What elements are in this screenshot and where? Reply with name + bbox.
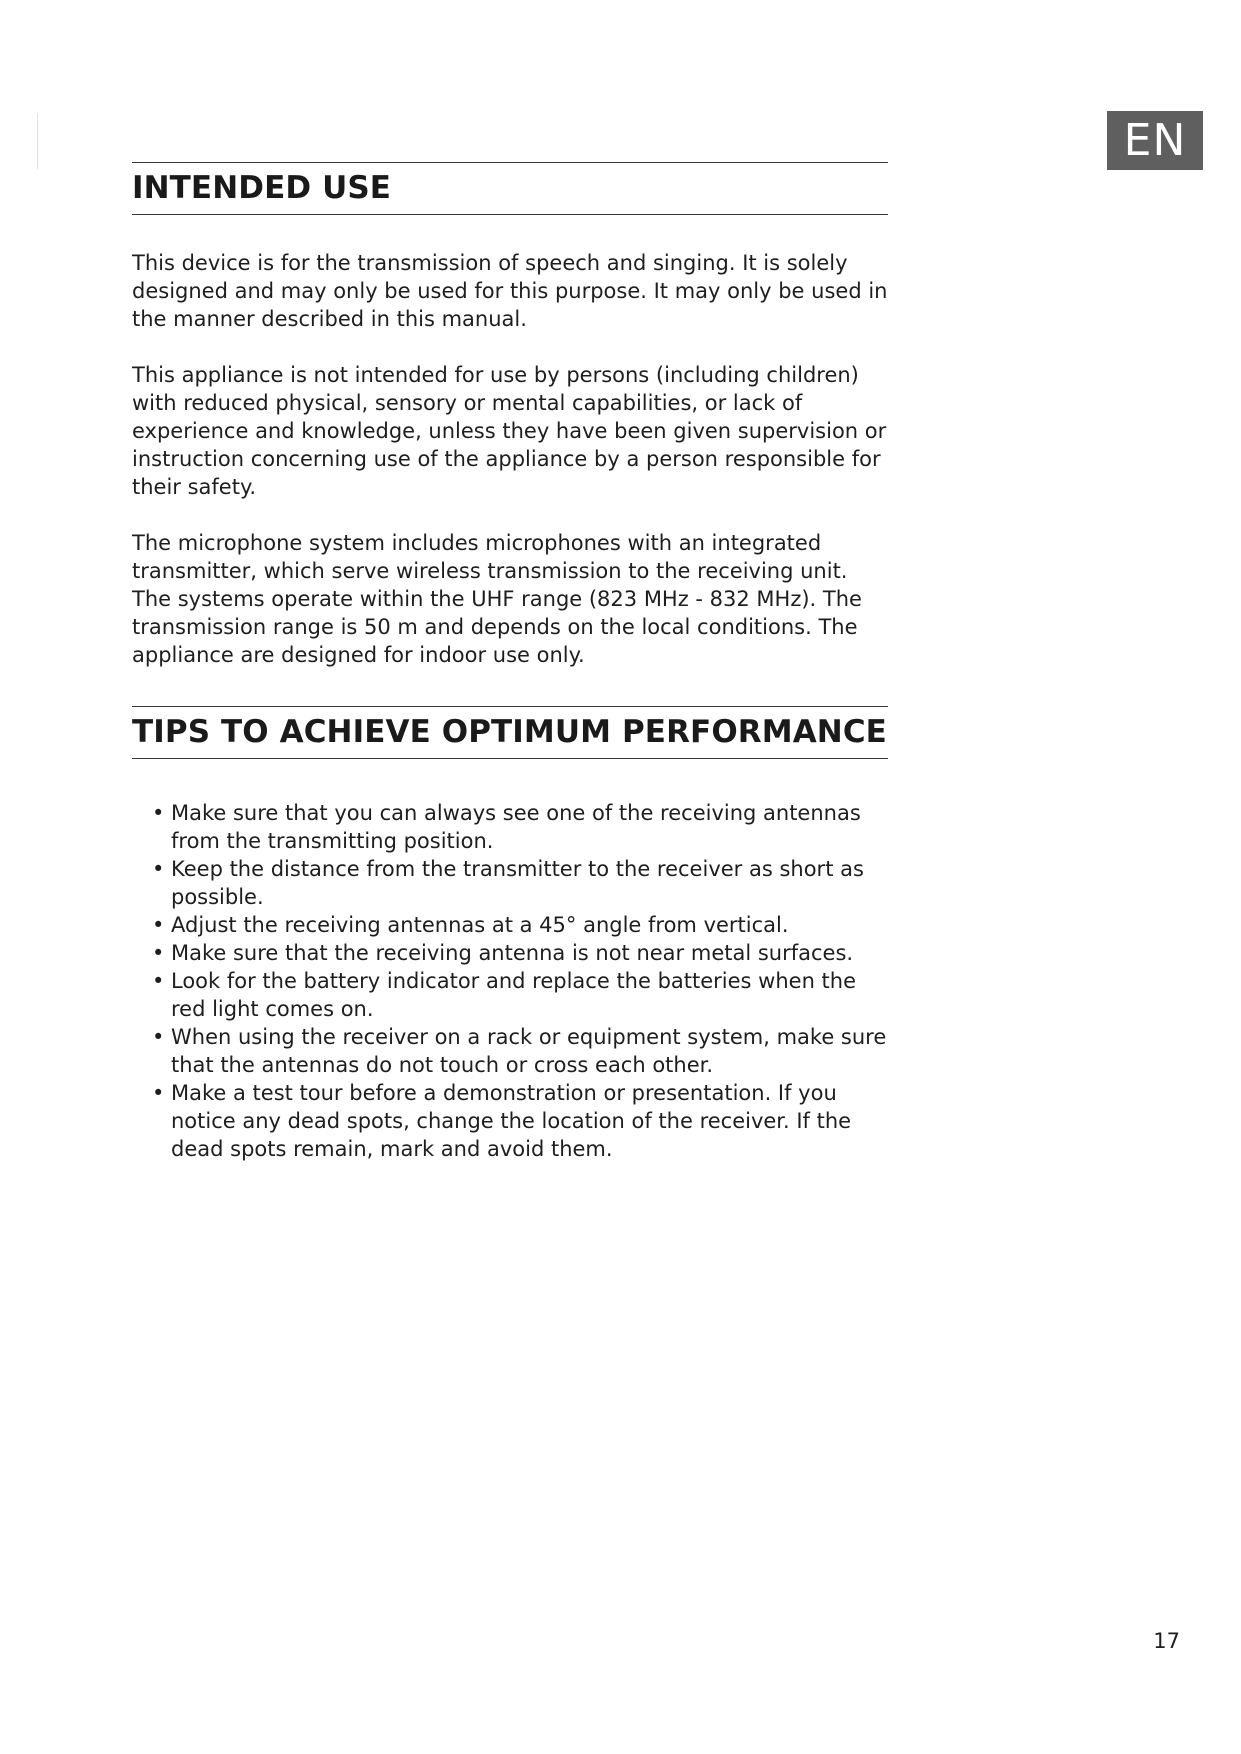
bullet-icon: • — [152, 1025, 165, 1049]
bullet-icon: • — [152, 801, 165, 825]
page-edge-mark — [37, 113, 38, 169]
page-number: 17 — [1153, 1629, 1180, 1653]
list-item — [132, 911, 888, 939]
tip-text: Make sure that you can always see one of the receiving antennas from the transmitting position. — [171, 801, 861, 853]
main-content — [132, 162, 888, 1163]
tip-text: Keep the distance from the transmitter to the receiver as short as possible. — [171, 857, 864, 909]
list-item — [132, 939, 888, 967]
bullet-icon: • — [152, 857, 165, 881]
list-item — [132, 967, 888, 1023]
list-item — [132, 799, 888, 855]
bullet-icon: • — [152, 941, 165, 965]
list-item — [132, 1079, 888, 1163]
language-tab: EN — [1107, 111, 1203, 170]
section-title-intended-use: INTENDED USE — [132, 162, 888, 215]
bullet-icon: • — [152, 1081, 165, 1105]
tips-list — [132, 799, 888, 1163]
intended-use-paragraph-1: This device is for the transmission of speech and singing. It is solely designed and may only be used for this purpose. It may only be used in the manner described in this manual. — [132, 251, 888, 331]
tip-text: Adjust the receiving antennas at a 45° angle from vertical. — [171, 913, 789, 937]
bullet-icon: • — [152, 969, 165, 993]
bullet-icon: • — [152, 913, 165, 937]
tip-text: When using the receiver on a rack or equipment system, make sure that the antennas do not touch or cross each other. — [171, 1025, 887, 1077]
tip-text: Look for the battery indicator and replace the batteries when the red light comes on. — [171, 969, 857, 1021]
section-title-tips: TIPS TO ACHIEVE OPTIMUM PERFORMANCE — [132, 706, 888, 759]
list-item — [132, 1023, 888, 1079]
tip-text: Make a test tour before a demonstration or presentation. If you notice any dead spots, change the location of the receiver. If the dead spots remain, mark and avoid them. — [171, 1081, 852, 1161]
intended-use-paragraph-3: The microphone system includes microphones with an integrated transmitter, which serve wireless transmission to the receiving unit. The systems operate within the UHF range (823 MHz - 832 MHz). The transmission range is 50 m and depends on the local conditions. The appliance are designed for indoor use only. — [132, 531, 862, 667]
list-item — [132, 855, 888, 911]
intended-use-paragraph-2: This appliance is not intended for use by persons (including children) with reduced physical, sensory or mental capabilities, or lack of experience and knowledge, unless they have been given supervision or instruction concerning use of the appliance by a person responsible for their safety. — [132, 363, 887, 499]
tip-text: Make sure that the receiving antenna is not near metal surfaces. — [171, 941, 854, 965]
